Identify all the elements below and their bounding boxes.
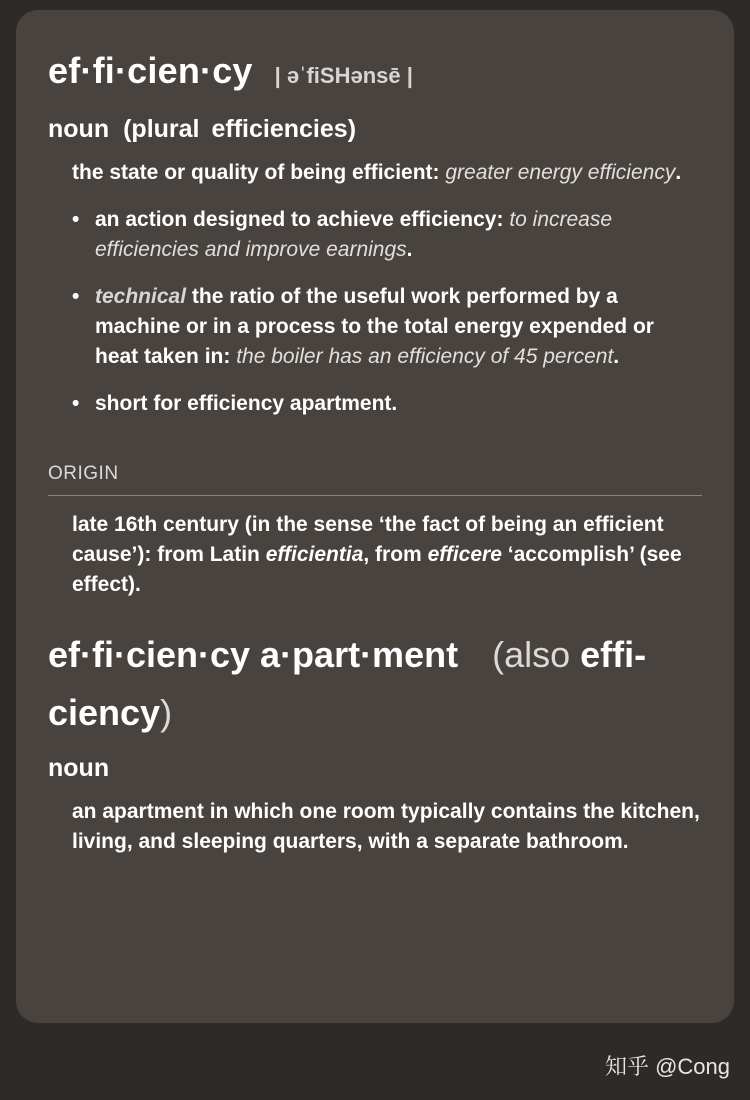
cross-reference-link[interactable]: efficiency apartment [187, 392, 392, 415]
definition-example: greater energy efficiency [445, 161, 676, 184]
plural-label: (plural [123, 115, 200, 143]
definition-text: the state or quality of being efficient: [72, 161, 440, 184]
bullet: • [72, 392, 80, 415]
headword: ef·fi·cien·cy [48, 50, 253, 91]
definition-3 [72, 282, 702, 372]
definition-tail: . [613, 345, 620, 368]
also-close: ) [160, 692, 173, 733]
origin-text [48, 510, 702, 600]
definition-text: short for [95, 392, 182, 415]
definition-1 [72, 158, 702, 188]
dictionary-card [16, 10, 734, 1023]
part-of-speech [48, 112, 702, 146]
bullet: • [72, 285, 80, 308]
also-word: effi-ciency [48, 634, 647, 733]
origin-part-3: ‘accomplish’ (see effect). [72, 543, 682, 596]
origin-word-2: efficere [427, 543, 502, 566]
definition-2 [72, 205, 702, 265]
definition-text: an action designed to achieve efficiency: [95, 208, 504, 231]
definitions-list [48, 158, 702, 419]
entry2-header [48, 626, 702, 742]
part-of-speech-2: noun [48, 754, 110, 782]
origin-heading: ORIGIN [48, 463, 702, 496]
entry-header [48, 50, 702, 92]
plural-close: ) [347, 115, 357, 143]
definition-tail: . [675, 161, 682, 184]
pos-label: noun [48, 115, 110, 143]
origin-word-1: efficientia [265, 543, 364, 566]
definition-tail: . [406, 238, 413, 261]
bullet: • [72, 208, 80, 231]
also-label: (also [492, 634, 571, 675]
origin-part-1: late 16th century (in the sense ‘the fact of being an efficient cause’): from Latin [72, 513, 664, 566]
definition-4 [72, 389, 702, 419]
plural-form: efficiencies [211, 115, 348, 143]
watermark: 知乎 @Cong [604, 1054, 730, 1079]
pronunciation: | əˈfiSHənsē | [274, 63, 413, 88]
definition-entry2: an apartment in which one room typically contains the kitchen, living, and sleeping quarters, with a separate bathroom. [72, 800, 700, 853]
register-label: technical [95, 285, 187, 308]
definition-tail: . [391, 392, 398, 415]
origin-part-2: , from [363, 543, 422, 566]
headword-2: ef·fi·cien·cy a·part·ment [48, 634, 459, 675]
definition-example: the boiler has an efficiency of 45 percent [236, 345, 614, 368]
definition-example: to increase efficiencies and improve earnings [95, 208, 613, 261]
definition-text: the ratio of the useful work performed by a machine or in a process to the total energy expended or heat taken in: [95, 285, 654, 368]
